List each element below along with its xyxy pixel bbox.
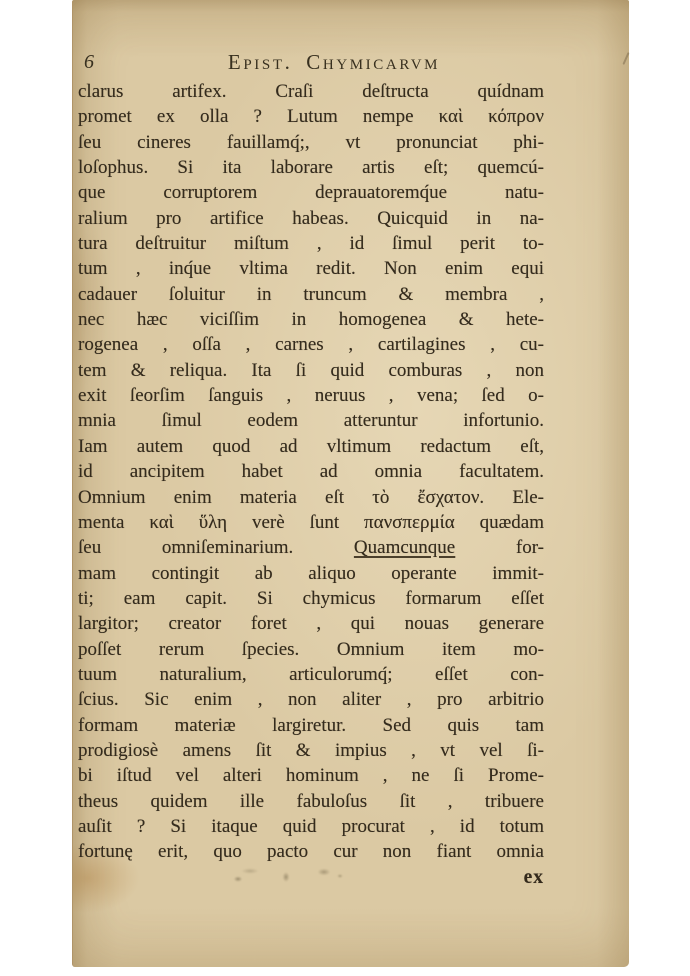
text-line: mnia ſimul eodem atteruntur infortunio. [78,410,544,432]
text-line: tum , inq́ue vltima redit. Non enim equi [78,258,544,280]
text-line: nec hæc viciſſim in homogenea & hete- [78,309,544,331]
text-line: tura deſtruitur miſtum , id ſimul perit to- [78,233,544,255]
text-line: auſit ? Si itaque quid procurat , id totum [78,815,544,837]
text-line: bi iſtud vel alteri hominum , ne ſi Prome- [78,765,544,787]
page-number: 6 [84,51,94,73]
text-line: mam contingit ab aliquo operante immit- [78,562,544,584]
scan-artifact-mark [622,52,629,65]
text-line: tuum naturalium, articulorumq́; eſſet con- [78,663,544,685]
text-line: fortunę erit, quo pacto cur non fiant omnia [78,841,544,863]
text-line: ſeu omniſeminarium. Quamcunque for- [78,537,544,559]
text-line: Iam autem quod ad vltimum redactum eſt, [78,435,544,457]
text-line: theus quidem ille fabuloſus ſit , tribuere [78,790,544,812]
text-line: rogenea , oſſa , carnes , cartilagines , cu- [78,334,544,356]
text-line: largitor; creator foret , qui nouas generare [78,613,544,635]
text-line: promet ex olla ? Lutum nempe καὶ κόπρον [78,106,544,128]
text-line: poſſet rerum ſpecies. Omnium item mo- [78,638,544,660]
text-line: tem & reliqua. Ita ſi quid comburas , non [78,359,544,381]
running-header [78,50,544,76]
text-line: ti; eam capit. Si chymicus formarum eſſet [78,587,544,609]
text-line: ſcius. Sic enim , non aliter , pro arbitrio [78,689,544,711]
text-line: ſeu cineres fauillamq́;, vt pronunciat phi- [78,131,544,153]
text-line: cadauer ſoluitur in truncum & membra , [78,283,544,305]
underlined-word: Quamcunque [353,537,456,559]
catchword: ex [523,867,544,888]
text-line: que corruptorem deprauatoremq́ue natu- [78,182,544,204]
text-line: prodigiosè amens ſit & impius , vt vel ſi- [78,739,544,761]
text-line: ralium pro artifice habeas. Quicquid in na- [78,207,544,229]
text-line: exit ſeorſim ſanguis , neruus , vena; ſed o- [78,385,544,407]
text-line: menta καὶ ὕλη verè ſunt πανσπερμία quædam [78,511,544,533]
text-line: Omnium enim materia eſt τὸ ἔσχατον. Ele- [78,486,544,508]
text-line: id ancipitem habet ad omnia facultatem. [78,461,544,483]
body-text [78,79,544,865]
header-title: Epist. Chymicarvm [227,50,441,74]
text-line: clarus artifex. Craſi deſtructa quídnam [78,81,544,102]
text-line: formam materiæ largiretur. Sed quis tam [78,714,544,736]
text-line: loſophus. Si ita laborare artis eſt; quemcú- [78,157,544,179]
